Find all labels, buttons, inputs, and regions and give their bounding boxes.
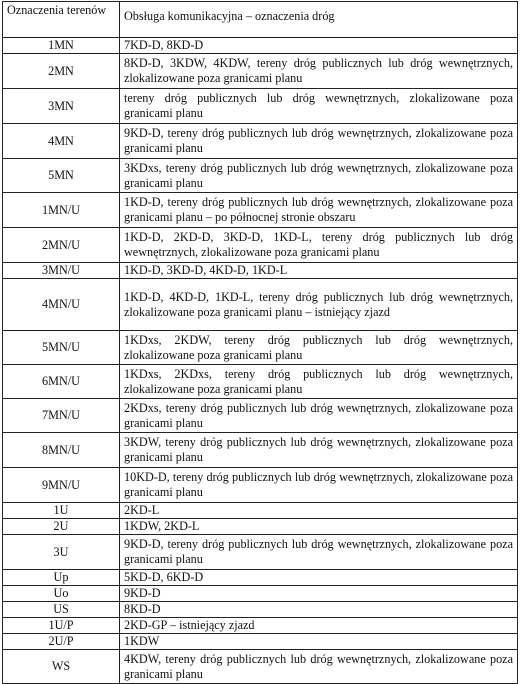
road-designation: 1KDW [120, 634, 518, 650]
road-designation: 10KD-D, tereny dróg publicznych lub dróg wewnętrznych, zlokalizowane poza granicami planu [120, 468, 518, 503]
road-designation: 1KDW, 2KD-L [120, 519, 518, 535]
road-designation: 7KD-D, 8KD-D [120, 38, 518, 54]
table-row [3, 331, 518, 365]
table-row [3, 650, 518, 684]
road-designation: 9KD-D [120, 586, 518, 602]
area-code: 1MN/U [3, 193, 120, 228]
table-header-row [3, 2, 518, 38]
area-code: 2U/P [3, 634, 120, 650]
area-code: 3MN/U [3, 263, 120, 279]
road-designation: 9KD-D, tereny dróg publicznych lub dróg wewnętrznych, zlokalizowane poza granicami planu [120, 535, 518, 570]
table-row [3, 38, 518, 54]
area-code: 2MN/U [3, 228, 120, 263]
road-designation: 1KD-D, 3KD-D, 4KD-D, 1KD-L [120, 263, 518, 279]
road-designation: 5KD-D, 6KD-D [120, 570, 518, 586]
road-designation: 4KDW, tereny dróg publicznych lub dróg wewnętrznych, zlokalizowane poza granicami planu [120, 650, 518, 684]
table-row [3, 279, 518, 331]
area-code: WS [3, 650, 120, 684]
area-code: 1U/P [3, 618, 120, 634]
table-row [3, 89, 518, 124]
area-code: Uo [3, 586, 120, 602]
area-code: 3MN [3, 89, 120, 124]
road-designation: 8KD-D, 3KDW, 4KDW, tereny dróg publicznych lub dróg wewnętrznych, zlokalizowane poza granicami planu [120, 54, 518, 89]
area-code: 6MN/U [3, 365, 120, 399]
road-designation: 2KD-GP – istniejący zjazd [120, 618, 518, 634]
road-designation: 1KD-D, tereny dróg publicznych lub dróg wewnętrznych, zlokalizowane poza granicami planu – po północnej stronie obszaru [120, 193, 518, 228]
header-area-designations: Oznaczenia terenów [3, 2, 120, 38]
table-row [3, 519, 518, 535]
table-row [3, 586, 518, 602]
area-code: 4MN [3, 124, 120, 159]
area-code: Up [3, 570, 120, 586]
table-row [3, 193, 518, 228]
table-row [3, 602, 518, 618]
table-row [3, 570, 518, 586]
area-code: 4MN/U [3, 279, 120, 331]
road-designation: 9KD-D, tereny dróg publicznych lub dróg wewnętrznych, zlokalizowane poza granicami planu [120, 124, 518, 159]
road-designation: 3KDW, tereny dróg publicznych lub dróg wewnętrznych, zlokalizowane poza granicami planu [120, 433, 518, 468]
area-code: 2U [3, 519, 120, 535]
road-designation: 1KDxs, 2KDW, tereny dróg publicznych lub dróg wewnętrznych, zlokalizowane poza granicami planu [120, 331, 518, 365]
area-code: 5MN/U [3, 331, 120, 365]
table-row [3, 433, 518, 468]
road-designation: 2KD-L [120, 503, 518, 519]
area-code: 2MN [3, 54, 120, 89]
area-code: 8MN/U [3, 433, 120, 468]
area-code: 5MN [3, 159, 120, 193]
table-row [3, 503, 518, 519]
area-code: 7MN/U [3, 399, 120, 433]
table-row [3, 159, 518, 193]
road-designation: 1KD-D, 4KD-D, 1KD-L, tereny dróg publicznych lub dróg wewnętrznych, zlokalizowane poza granicami planu – istniejący zjazd [120, 279, 518, 331]
road-designation: 2KDxs, tereny dróg publicznych lub dróg wewnętrznych, zlokalizowane poza granicami planu [120, 399, 518, 433]
area-code: 1U [3, 503, 120, 519]
table-row [3, 618, 518, 634]
header-road-access: Obsługa komunikacyjna – oznaczenia dróg [120, 2, 518, 38]
area-code: 1MN [3, 38, 120, 54]
table-row [3, 124, 518, 159]
road-designation: 8KD-D [120, 602, 518, 618]
area-code: 3U [3, 535, 120, 570]
table-row [3, 535, 518, 570]
table-row [3, 54, 518, 89]
road-designation: 3KDxs, tereny dróg publicznych lub dróg wewnętrznych, zlokalizowane poza granicami planu [120, 159, 518, 193]
table-row [3, 399, 518, 433]
table-row [3, 263, 518, 279]
road-access-table [2, 1, 518, 684]
road-designation: 1KDxs, 2KDxs, tereny dróg publicznych lub dróg wewnętrznych, zlokalizowane poza granicami planu [120, 365, 518, 399]
table-row [3, 634, 518, 650]
area-code: US [3, 602, 120, 618]
table-row [3, 468, 518, 503]
table-row [3, 228, 518, 263]
area-code: 9MN/U [3, 468, 120, 503]
road-designation: tereny dróg publicznych lub dróg wewnętrznych, zlokalizowane poza granicami planu [120, 89, 518, 124]
table-row [3, 365, 518, 399]
road-designation: 1KD-D, 2KD-D, 3KD-D, 1KD-L, tereny dróg publicznych lub dróg wewnętrznych, zlokalizowane poza granicami planu [120, 228, 518, 263]
